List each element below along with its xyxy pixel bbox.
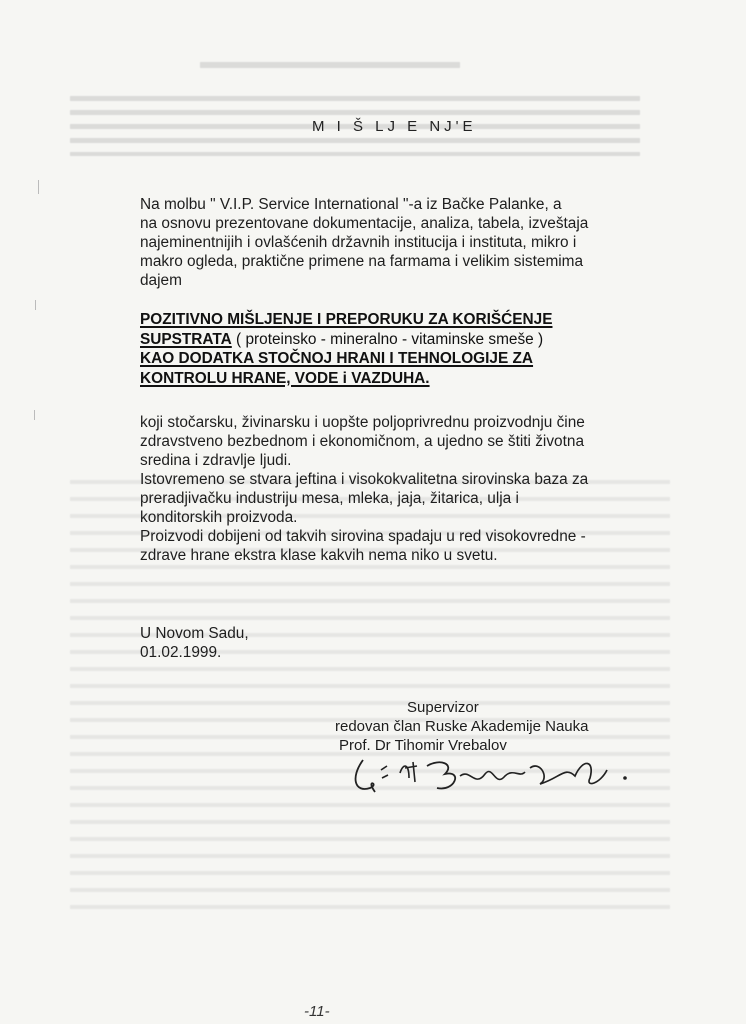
- signatory-role: Supervizor: [407, 699, 479, 716]
- recommendation-heading: [140, 310, 552, 388]
- text-line: dajem: [140, 272, 182, 289]
- page-number: -11-: [304, 1003, 330, 1020]
- text-line: preradjivačku industriju mesa, mleka, jaja, žitarica, ulja i: [140, 490, 519, 507]
- text-line: Proizvodi dobijeni od takvih sirovina spadaju u red visokovredne -: [140, 528, 586, 545]
- body-paragraph: [140, 413, 588, 565]
- text-line: zdravstveno bezbednom i ekonomičnom, a ujedno se štiti životna: [140, 433, 585, 450]
- text-line: na osnovu prezentovane dokumentacije, analiza, tabela, izveštaja: [140, 215, 589, 232]
- intro-paragraph: [140, 195, 588, 290]
- signatory-name: Prof. Dr Tihomir Vrebalov: [339, 737, 507, 754]
- heading-substrate: SUPSTRATA: [140, 330, 232, 348]
- text-line: Istovremeno se stvara jeftina i visokokvalitetna sirovinska baza za: [140, 471, 589, 488]
- text-line: zdrave hrane ekstra klase kakvih nema niko u svetu.: [140, 547, 498, 564]
- heading-line: KAO DODATKA STOČNOJ HRANI I TEHNOLOGIJE ZA: [140, 350, 534, 367]
- date: 01.02.1999.: [140, 644, 222, 661]
- text-line: makro ogleda, praktične primene na farmama i velikim sistemima: [140, 253, 584, 270]
- heading-substrate-note: ( proteinsko - mineralno - vitaminske smeše ): [231, 330, 544, 348]
- margin-mark: [38, 180, 39, 194]
- document-title: M I Š LJ E NJ'E: [312, 118, 477, 135]
- margin-mark: [35, 300, 36, 310]
- signatory-membership: redovan član Ruske Akademije Nauka: [335, 718, 589, 735]
- heading-line: POZITIVNO MIŠLJENJE I PREPORUKU ZA KORIŠĆENJE: [140, 311, 553, 328]
- text-line: konditorskih proizvoda.: [140, 509, 298, 526]
- place: U Novom Sadu,: [140, 625, 249, 642]
- text-line: najeminentnijih i ovlašćenih državnih institucija i instituta, mikro i: [140, 234, 577, 251]
- signature-block: [335, 698, 588, 755]
- text-line: koji stočarsku, živinarsku i uopšte poljoprivrednu proizvodnju čine: [140, 414, 585, 431]
- heading-line: KONTROLU HRANE, VODE i VAZDUHA.: [140, 369, 430, 387]
- place-date: [140, 624, 249, 662]
- bleed-through-text: [200, 62, 460, 78]
- text-line: sredina i zdravlje ljudi.: [140, 452, 292, 469]
- text-line: Na molbu " V.I.P. Service International "-a iz Bačke Palanke, a: [140, 196, 562, 213]
- margin-mark: [34, 410, 35, 420]
- handwritten-signature: [345, 748, 645, 808]
